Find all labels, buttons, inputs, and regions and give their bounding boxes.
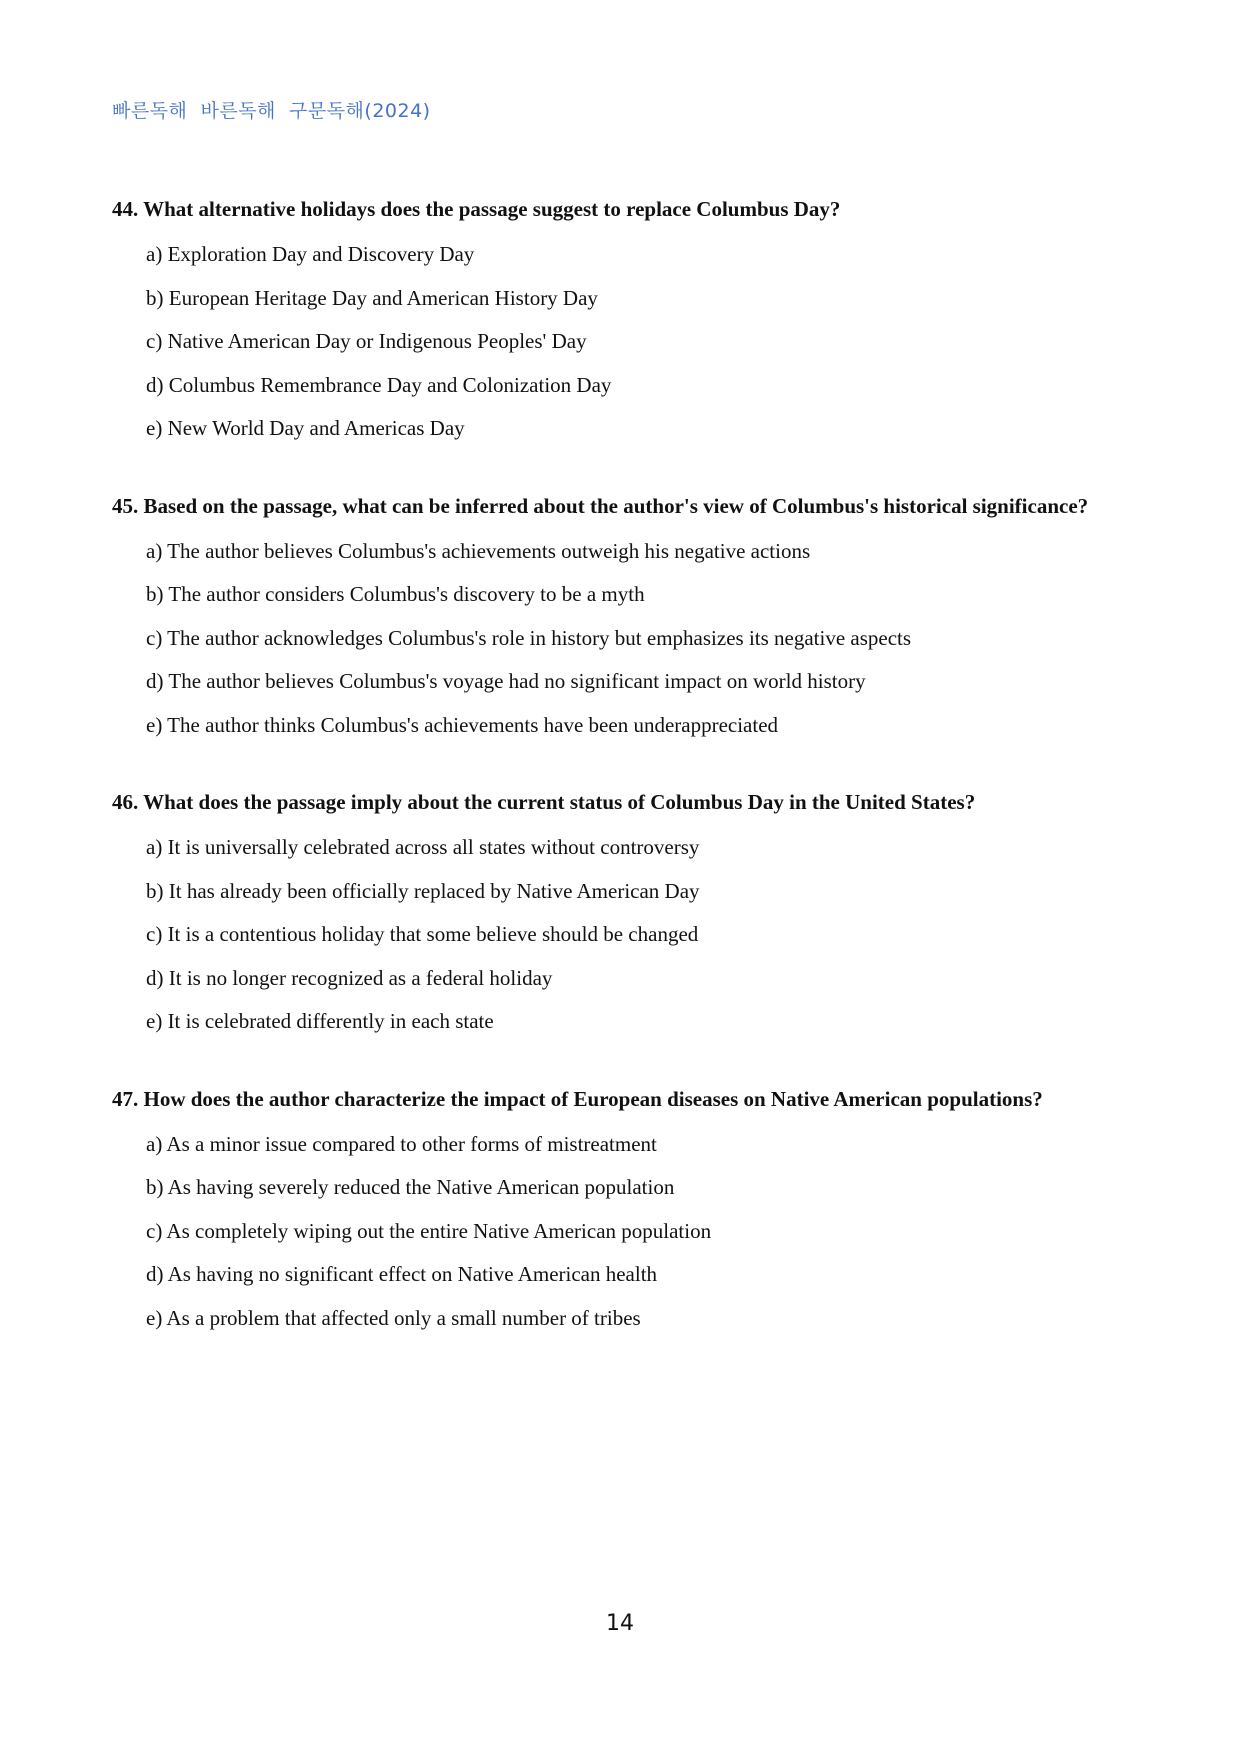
answer-option-c: c) The author acknowledges Columbus's role in history but emphasizes its negative aspects — [146, 625, 912, 650]
question-text: What does the passage imply about the current status of Columbus Day in the United States? — [143, 790, 976, 814]
question-number: 46. — [112, 790, 139, 814]
answer-option-d: d) Columbus Remembrance Day and Colonization Day — [146, 372, 612, 397]
answer-option-c: c) As completely wiping out the entire Native American population — [146, 1218, 712, 1243]
question-title — [112, 783, 1132, 822]
question-number: 45. — [112, 493, 139, 518]
answer-options — [112, 233, 1132, 451]
answer-option-b: b) It has already been officially replaced by Native American Day — [146, 878, 700, 903]
question-44 — [112, 190, 1132, 451]
answer-option-a: a) It is universally celebrated across all states without controversy — [146, 835, 700, 859]
answer-option-d: d) The author believes Columbus's voyage had no significant impact on world history — [146, 669, 866, 693]
answer-option-d: d) It is no longer recognized as a federal holiday — [146, 965, 553, 990]
page-number: 14 — [606, 1611, 634, 1636]
question-text: How does the author characterize the impact of European diseases on Native American populations? — [143, 1086, 1043, 1111]
question-number: 44. — [112, 197, 139, 221]
answer-option-e: e) As a problem that affected only a small number of tribes — [146, 1305, 641, 1330]
answer-option-a: a) As a minor issue compared to other forms of mistreatment — [146, 1131, 657, 1156]
answer-option-b: b) As having severely reduced the Native American population — [146, 1175, 675, 1199]
answer-option-c: c) Native American Day or Indigenous Peoples' Day — [146, 329, 587, 353]
answer-option-a: a) The author believes Columbus's achievements outweigh his negative actions — [146, 538, 811, 563]
question-list — [112, 190, 1132, 1376]
question-title — [112, 1080, 1132, 1119]
answer-options — [112, 1123, 1132, 1341]
answer-option-a: a) Exploration Day and Discovery Day — [146, 242, 475, 266]
answer-option-e: e) It is celebrated differently in each state — [146, 1009, 494, 1033]
question-number: 47. — [112, 1086, 139, 1111]
answer-options — [112, 530, 1132, 748]
question-45 — [112, 487, 1132, 748]
answer-option-b: b) European Heritage Day and American History Day — [146, 285, 598, 310]
question-text: Based on the passage, what can be inferred about the author's view of Columbus's historical significance? — [143, 493, 1089, 518]
answer-option-c: c) It is a contentious holiday that some believe should be changed — [146, 922, 699, 946]
answer-options — [112, 826, 1132, 1044]
question-46 — [112, 783, 1132, 1044]
answer-option-b: b) The author considers Columbus's discovery to be a myth — [146, 582, 645, 606]
question-47 — [112, 1080, 1132, 1341]
question-title — [112, 487, 1132, 526]
answer-option-e: e) New World Day and Americas Day — [146, 416, 465, 440]
question-text: What alternative holidays does the passage suggest to replace Columbus Day? — [143, 197, 841, 221]
answer-option-d: d) As having no significant effect on Native American health — [146, 1262, 658, 1286]
document-header: 빠른독해 바른독해 구문독해(2024) — [112, 100, 431, 122]
answer-option-e: e) The author thinks Columbus's achievements have been underappreciated — [146, 712, 779, 737]
question-title — [112, 190, 1132, 229]
